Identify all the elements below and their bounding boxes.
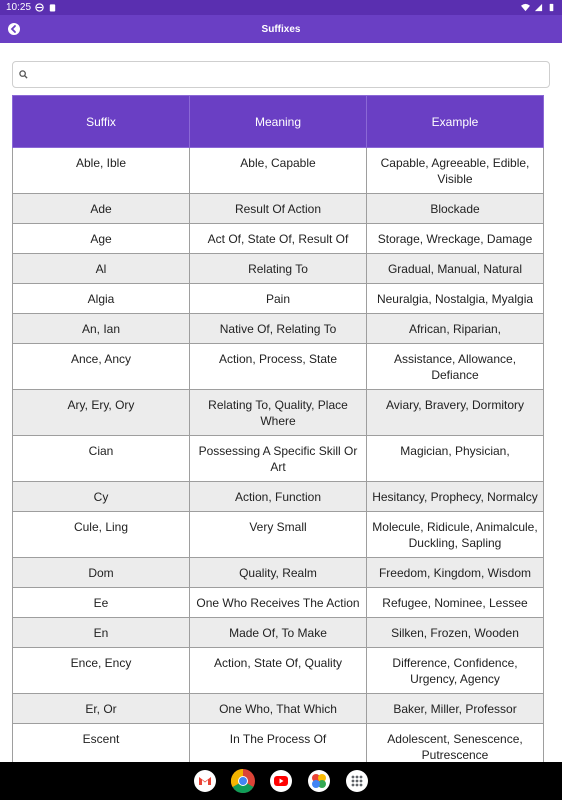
table-header-row	[13, 96, 544, 148]
cell-suffix: Er, Or	[13, 694, 190, 724]
table-row[interactable]	[13, 558, 544, 588]
cell-meaning: Pain	[190, 284, 367, 314]
cell-meaning: Relating To, Quality, Place Where	[190, 390, 367, 436]
suffix-table-container[interactable]	[12, 95, 544, 762]
back-button[interactable]	[4, 19, 24, 39]
cell-suffix: Ence, Ency	[13, 648, 190, 694]
table-row[interactable]	[13, 284, 544, 314]
cell-example: Blockade	[367, 194, 544, 224]
cell-example: Neuralgia, Nostalgia, Myalgia	[367, 284, 544, 314]
status-time: 10:25	[6, 2, 32, 13]
cell-meaning: Action, State Of, Quality	[190, 648, 367, 694]
youtube-app[interactable]	[268, 768, 294, 794]
cell-suffix: Able, Ible	[13, 148, 190, 194]
cell-example: Magician, Physician,	[367, 436, 544, 482]
cell-meaning: One Who, That Which	[190, 694, 367, 724]
table-row[interactable]	[13, 724, 544, 763]
back-arrow-icon	[8, 23, 20, 35]
cell-example: African, Riparian,	[367, 314, 544, 344]
cell-example: Molecule, Ridicule, Animalcule, Duckling, Sapling	[367, 512, 544, 558]
table-row[interactable]	[13, 588, 544, 618]
cell-example: Gradual, Manual, Natural	[367, 254, 544, 284]
status-bar	[0, 0, 562, 15]
cell-meaning: Result Of Action	[190, 194, 367, 224]
cell-meaning: Made Of, To Make	[190, 618, 367, 648]
chrome-icon	[231, 769, 255, 793]
cell-suffix: Dom	[13, 558, 190, 588]
cell-example: Refugee, Nominee, Lessee	[367, 588, 544, 618]
cell-suffix: Ary, Ery, Ory	[13, 390, 190, 436]
cell-example: Aviary, Bravery, Dormitory	[367, 390, 544, 436]
table-row[interactable]	[13, 344, 544, 390]
apps-grid-icon	[346, 770, 368, 792]
cell-meaning: Action, Function	[190, 482, 367, 512]
suffix-table	[12, 95, 544, 762]
search-box[interactable]	[12, 61, 550, 88]
table-row[interactable]	[13, 618, 544, 648]
chrome-app[interactable]	[230, 768, 256, 794]
table-row[interactable]	[13, 648, 544, 694]
table-row[interactable]	[13, 694, 544, 724]
table-row[interactable]	[13, 314, 544, 344]
cell-suffix: Ance, Ancy	[13, 344, 190, 390]
cell-meaning: In The Process Of	[190, 724, 367, 763]
cell-suffix: Age	[13, 224, 190, 254]
cell-example: Adolescent, Senescence, Putrescence	[367, 724, 544, 763]
cell-suffix: Algia	[13, 284, 190, 314]
photos-app[interactable]	[306, 768, 332, 794]
cell-example: Capable, Agreeable, Edible, Visible	[367, 148, 544, 194]
app-drawer[interactable]	[344, 768, 370, 794]
photos-icon	[308, 770, 330, 792]
table-row[interactable]	[13, 194, 544, 224]
taskbar	[0, 762, 562, 800]
cell-example: Baker, Miller, Professor	[367, 694, 544, 724]
cell-meaning: Action, Process, State	[190, 344, 367, 390]
cell-meaning: Act Of, State Of, Result Of	[190, 224, 367, 254]
clipboard-icon	[48, 3, 57, 12]
cell-meaning: One Who Receives The Action	[190, 588, 367, 618]
search-icon	[19, 70, 28, 79]
cell-example: Hesitancy, Prophecy, Normalcy	[367, 482, 544, 512]
cell-meaning: Native Of, Relating To	[190, 314, 367, 344]
app-bar	[0, 15, 562, 43]
header-example: Example	[367, 96, 544, 148]
table-row[interactable]	[13, 512, 544, 558]
table-row[interactable]	[13, 254, 544, 284]
table-row[interactable]	[13, 482, 544, 512]
cell-example: Storage, Wreckage, Damage	[367, 224, 544, 254]
cell-suffix: Escent	[13, 724, 190, 763]
cell-meaning: Quality, Realm	[190, 558, 367, 588]
table-row[interactable]	[13, 436, 544, 482]
youtube-icon	[270, 770, 292, 792]
cell-suffix: Ade	[13, 194, 190, 224]
search-input[interactable]	[28, 62, 549, 87]
cell-suffix: Ee	[13, 588, 190, 618]
cell-meaning: Able, Capable	[190, 148, 367, 194]
wifi-icon	[521, 3, 530, 12]
cell-suffix: Cian	[13, 436, 190, 482]
gmail-icon	[194, 770, 216, 792]
cell-example: Freedom, Kingdom, Wisdom	[367, 558, 544, 588]
table-row[interactable]	[13, 148, 544, 194]
cell-suffix: En	[13, 618, 190, 648]
battery-icon	[547, 3, 556, 12]
signal-icon	[534, 3, 543, 12]
cell-meaning: Very Small	[190, 512, 367, 558]
table-row[interactable]	[13, 224, 544, 254]
cell-suffix: An, Ian	[13, 314, 190, 344]
header-suffix: Suffix	[13, 96, 190, 148]
cell-example: Silken, Frozen, Wooden	[367, 618, 544, 648]
table-row[interactable]	[13, 390, 544, 436]
cell-example: Assistance, Allowance, Defiance	[367, 344, 544, 390]
cell-meaning: Possessing A Specific Skill Or Art	[190, 436, 367, 482]
cell-suffix: Cule, Ling	[13, 512, 190, 558]
sync-icon	[35, 3, 44, 12]
cell-meaning: Relating To	[190, 254, 367, 284]
cell-suffix: Cy	[13, 482, 190, 512]
gmail-app[interactable]	[192, 768, 218, 794]
cell-example: Difference, Confidence, Urgency, Agency	[367, 648, 544, 694]
page-title: Suffixes	[261, 23, 301, 35]
cell-suffix: Al	[13, 254, 190, 284]
header-meaning: Meaning	[190, 96, 367, 148]
